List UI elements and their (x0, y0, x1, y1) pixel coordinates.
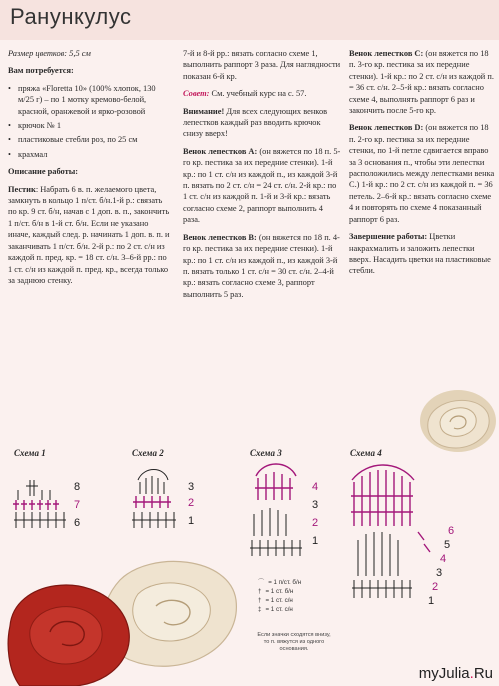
wreath-c-label: Венок лепестков C: (349, 49, 424, 58)
scheme-3-row-label: 2 (312, 517, 319, 529)
rows-7-8-paragraph: 7-й и 8-й рр.: вязать согласно схеме 1, выполнить раппорт 3 раза. Для наглядности показан 6-й кр. (183, 49, 341, 81)
dc-double-symbol-icon: ‡ (258, 606, 262, 613)
watermark-prefix: myJulia (418, 665, 470, 682)
sc-symbol-icon: † (258, 588, 262, 595)
symbols-legend (258, 578, 301, 614)
finish-text: Цветки накрахмалить и заложить лепестки вверх. Насадить цветки на пластиковые стебли. (349, 232, 491, 276)
advice-text: См. учебный курс на с. 57. (209, 89, 307, 99)
scheme-2-label: Схема 2 (132, 448, 164, 458)
materials-heading: Вам потребуется: (8, 66, 74, 76)
scheme-4-diagram (344, 460, 464, 610)
scheme-1-diagram (10, 460, 90, 540)
material-item: • пряжа «Floretta 10» (100% хлопок, 130 м/25 г) – по 1 мотку кремово-белой, красной, оранжевой и ярко-розовой (18, 83, 170, 117)
scheme-4-label: Схема 4 (350, 448, 382, 458)
scheme-4-row-label: 1 (428, 595, 435, 607)
scheme-3-row-label: 3 (312, 499, 319, 511)
wreath-b-paragraph (183, 232, 341, 300)
scheme-3-row-label: 1 (312, 535, 319, 547)
wreath-c-text: (он вяжется по 18 п. 3-го кр. пестика за их передние стенки). 1-й кр.: по 2 ст. с/н из каждой п. = 36 ст. с/н. 2–5-й кр.: вязать согласно схеме 4, выполнять раппорт 6 раз и закончить после 5-го кр. (349, 49, 494, 116)
attention-paragraph (183, 106, 341, 140)
wreath-d-paragraph (349, 122, 495, 225)
legend-text: = 1 ст. с/н (265, 606, 293, 613)
scheme-2-diagram (126, 460, 208, 540)
pestik-label: Пестик (8, 184, 36, 194)
page-title: Ранункулус (10, 4, 132, 29)
column-1 (8, 48, 170, 292)
pestik-paragraph (8, 184, 170, 287)
wreath-a-text: (он вяжется по 18 п. 5-го кр. пестика за их передние стенки). 1-й кр.: по 1 ст. с/н из каждой п., из каждой 3-й п. вязать по 2 ст. с/н = 24 ст. с/н. 2-й кр.: по 1 ст. с/н из каждой п. 1-й и 3-й кр.: вязать согласно схеме 2, раппорт выполнить 4 раза. (183, 146, 341, 225)
advice-label: Совет: (183, 89, 210, 99)
material-item: • крахмал (18, 149, 170, 160)
scheme-2-row-label: 2 (188, 497, 195, 509)
chain-symbol-icon: ⌒ (258, 579, 265, 586)
scheme-4-row-label: 4 (440, 553, 447, 565)
flower-size: Размер цветков: 5,5 см (8, 49, 91, 58)
legend-row (258, 578, 301, 587)
advice-paragraph (183, 88, 341, 99)
scheme-1-row-label: 7 (74, 499, 81, 511)
wreath-d-text: (он вяжется по 18 п. 2-го кр. пестика за их передние стенки, по 1-й петле сдвигается вправо за 3 основания п., чтобы эти лепестки расположились между лепестками венка C.) 1-й кр.: по 2 ст. с/н из каждой п. = 36 петель. 2–6-й кр.: вязать согласно схеме 4 и повторять по схеме 4 показанный раппорт 6 раз. (349, 123, 495, 224)
wreath-b-text: (он вяжется по 18 п. 4-го кр. пестика за их передние стенки). 1-й кр.: по 1 ст. с/н из каждой п., из каждой 3-й п. вязать только 1 ст. с/н = 30 ст. с/н. 2–4-й кр.: вязать согласно схеме 3, раппорт выполнить 5 раз. (183, 232, 340, 299)
legend-row (258, 605, 301, 614)
scheme-4-row-label: 6 (448, 525, 455, 537)
wreath-d-label: Венок лепестков D: (349, 123, 424, 133)
column-2 (183, 48, 341, 306)
wreath-b-label: Венок лепестков B: (183, 232, 257, 242)
scheme-3-label: Схема 3 (250, 448, 282, 458)
legend-text: = 1 ст. с/н (265, 597, 293, 604)
legend-text: = 1 ст. б/н (265, 588, 294, 595)
materials-list (8, 83, 170, 160)
wreath-a-label: Венок лепестков A: (183, 146, 258, 156)
cream-rose-photo (418, 388, 498, 454)
scheme-2-row-label: 3 (188, 481, 195, 493)
roses-photo (0, 540, 250, 686)
attention-text: Для всех следующих венков лепестков каждый раз вводить крючок снизу вверх! (183, 106, 328, 139)
material-item: • пластиковые стебли роз, по 25 см (18, 134, 170, 145)
pestik-text: : Набрать 6 в. п. желаемого цвета, замкнуть в кольцо 1 п/ст. б/н.1-й р.: связать по кр. 9 ст. б/н, начав с 1 доп. в. п., закончить 1 п/ст. б/н в 1-й ст. б/н. Если не указано иначе, каждый след. р. начинать 1 доп. в. п. и заканчивать 1 п/ст. б/н. 2-й р.: по 2 ст. с/н из каждой п. пред. кр. = 18 ст. с/н. 3–6-й рр.: по 1 ст. с/н из каждой п. пред. кр., всегда только за заднюю стенку. (8, 184, 170, 285)
watermark-suffix: Ru (473, 665, 493, 682)
finish-paragraph (349, 231, 495, 277)
legend-row (258, 587, 301, 596)
column-3 (349, 48, 495, 283)
scheme-4-row-label: 3 (436, 567, 443, 579)
scheme-1-row-label: 8 (74, 481, 81, 493)
scheme-1-label: Схема 1 (14, 448, 46, 458)
scheme-3-diagram (246, 460, 332, 578)
dc-symbol-icon: † (258, 597, 262, 604)
finish-label: Завершение работы: (349, 232, 428, 242)
site-watermark (419, 665, 493, 682)
legend-row (258, 596, 301, 605)
scheme-4-row-label: 2 (432, 581, 439, 593)
scheme-4-row-label: 5 (444, 539, 451, 551)
work-heading: Описание работы: (8, 167, 79, 177)
scheme-1-row-label: 6 (74, 517, 81, 529)
legend-note: Если значки сходятся внизу, то п. вяжутся из одного основания. (257, 632, 331, 652)
scheme-3-row-label: 4 (312, 481, 319, 493)
wreath-c-paragraph (349, 48, 495, 116)
watermark-dot: . (469, 665, 474, 682)
scheme-2-row-label: 1 (188, 515, 195, 527)
legend-text: = 1 п/ст. б/н (268, 579, 302, 586)
material-item: • крючок № 1 (18, 120, 170, 131)
wreath-a-paragraph (183, 146, 341, 226)
attention-label: Внимание! (183, 106, 225, 116)
